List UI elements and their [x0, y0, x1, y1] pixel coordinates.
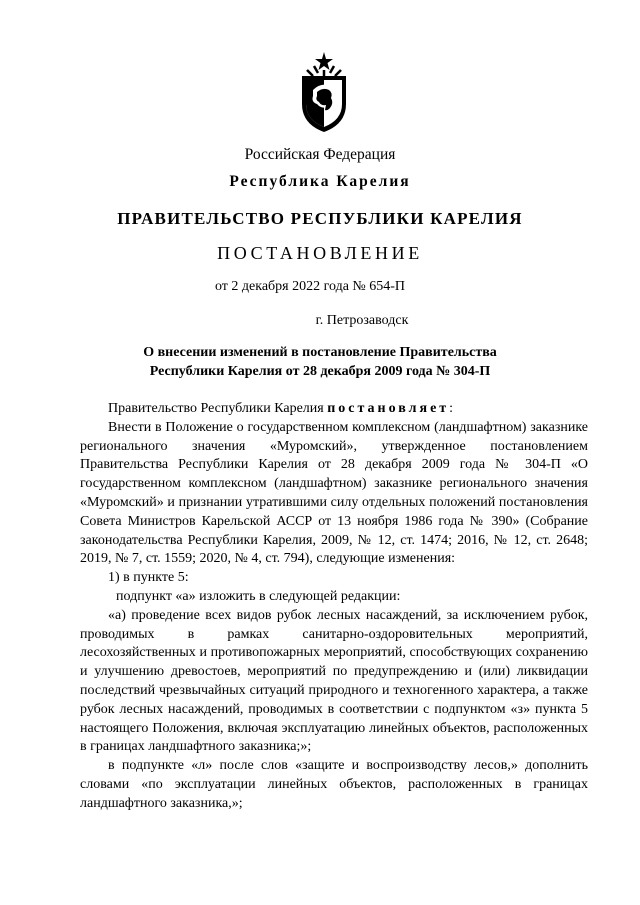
paragraph-subitem-a-text: «а) проведение всех видов рубок лесных насаждений, за исключением рубок, проводимых в рамках санитарно-оздоровительных мероприятий, лесохозяйственных и противопожарных мероприятий, способствующих сохранению и улучшению древостоев, мероприятий по предупреждению и (или) ликвидации последствий чрезвычайных ситуаций природного и техногенного характера, а также рубок лесных насаждений, проводимых в соответствии с подпунктом «з» пункта 5 настоящего Положения, включая эксплуатацию линейных объектов, расположенных в границах ландшафтного заказника;»;	[80, 607, 588, 755]
paragraph-subitem-l: в подпункте «л» после слов «защите и воспроизводству лесов,» дополнить словами «по эксплуатации линейных объектов, расположенных в границах ландшафтного заказника,»;	[80, 758, 588, 811]
country-name: Российская Федерация	[244, 146, 396, 163]
paragraph-main: Внести в Положение о государственном комплексном (ландшафтном) заказнике регионального значения «Муромский», утвержденное постановлением Правительства Республики Карелия от 28 декабря 2009 года № 304-П «О государственном комплексном (ландшафтном) заказнике регионального значения «Муромский» и признании утратившими силу отдельных положений постановления Совета Министров Карельской АССР от 13 ноября 1986 года № 390» (Собрание законодательства Республики Карелия, 2009, № 12, ст. 1474; 2016, № 12, ст. 2648; 2019, № 7, ст. 1559; 2020, № 4, ст. 794), следующие изменения:	[80, 419, 588, 567]
document-title-line-2: Республики Карелия от 28 декабря 2009 года № 304-П	[149, 364, 491, 379]
document-type: ПОСТАНОВЛЕНИЕ	[217, 243, 423, 263]
paragraph-item-1: 1) в пункте 5:	[108, 570, 189, 586]
city-name: г. Петрозаводск	[315, 313, 409, 328]
intro-prefix: Правительство Республики Карелия	[108, 401, 328, 416]
government-name: ПРАВИТЕЛЬСТВО РЕСПУБЛИКИ КАРЕЛИЯ	[117, 209, 523, 228]
karelia-coat-of-arms-icon	[299, 52, 349, 134]
intro-suffix: :	[449, 401, 454, 416]
date-and-number: от 2 декабря 2022 года № 654-П	[214, 279, 406, 294]
paragraph-subitem-a: подпункт «а» изложить в следующей редакции:	[116, 588, 401, 604]
document-title-line-1: О внесении изменений в постановление Правительства	[143, 345, 497, 360]
republic-name: Республика Карелия	[229, 173, 411, 190]
document-body	[80, 400, 588, 814]
intro-verb: постановляет	[327, 401, 450, 416]
intro-paragraph	[80, 400, 588, 419]
